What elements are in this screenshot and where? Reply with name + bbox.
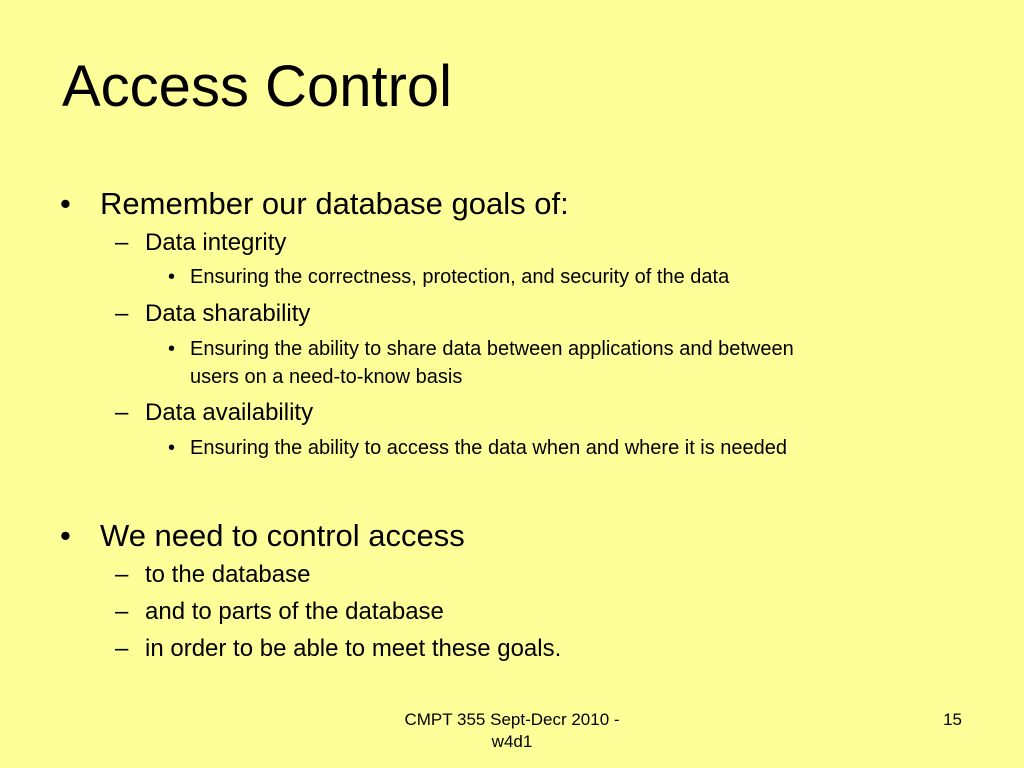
dash-marker: –	[115, 635, 129, 662]
bullet-marker: •	[168, 437, 176, 459]
page-number: 15	[943, 710, 962, 729]
bullet-marker: •	[168, 266, 176, 288]
subpoint-text: and to parts of the database	[145, 598, 444, 625]
detail-text: Ensuring the ability to access the data when and where it is needed	[190, 437, 788, 459]
footer-line-1: CMPT 355 Sept-Decr 2010 -	[404, 710, 620, 729]
subpoint-text: to the database	[145, 561, 311, 588]
bullet-text: We need to control access	[100, 518, 465, 553]
bullet-marker: •	[60, 518, 71, 553]
detail-text-line-1: Ensuring the ability to share data between applications and between	[190, 338, 794, 360]
slide-title: Access Control	[62, 54, 453, 119]
bullet-text: Remember our database goals of:	[100, 186, 569, 221]
bullet-marker: •	[168, 338, 176, 360]
subpoint-text: Data sharability	[145, 300, 311, 327]
dash-marker: –	[115, 300, 129, 327]
detail-text-line-2: users on a need-to-know basis	[190, 366, 463, 388]
dash-marker: –	[115, 229, 129, 256]
dash-marker: –	[115, 561, 129, 588]
footer-line-2: w4d1	[491, 732, 533, 751]
slide-footer	[352, 709, 672, 753]
detail-text: Ensuring the correctness, protection, and security of the data	[190, 266, 730, 288]
dash-marker: –	[115, 399, 129, 426]
subpoint-text: Data integrity	[145, 229, 287, 256]
subpoint-text: in order to be able to meet these goals.	[145, 635, 562, 662]
subpoint-text: Data availability	[145, 399, 314, 426]
bullet-marker: •	[60, 186, 71, 221]
dash-marker: –	[115, 598, 129, 625]
